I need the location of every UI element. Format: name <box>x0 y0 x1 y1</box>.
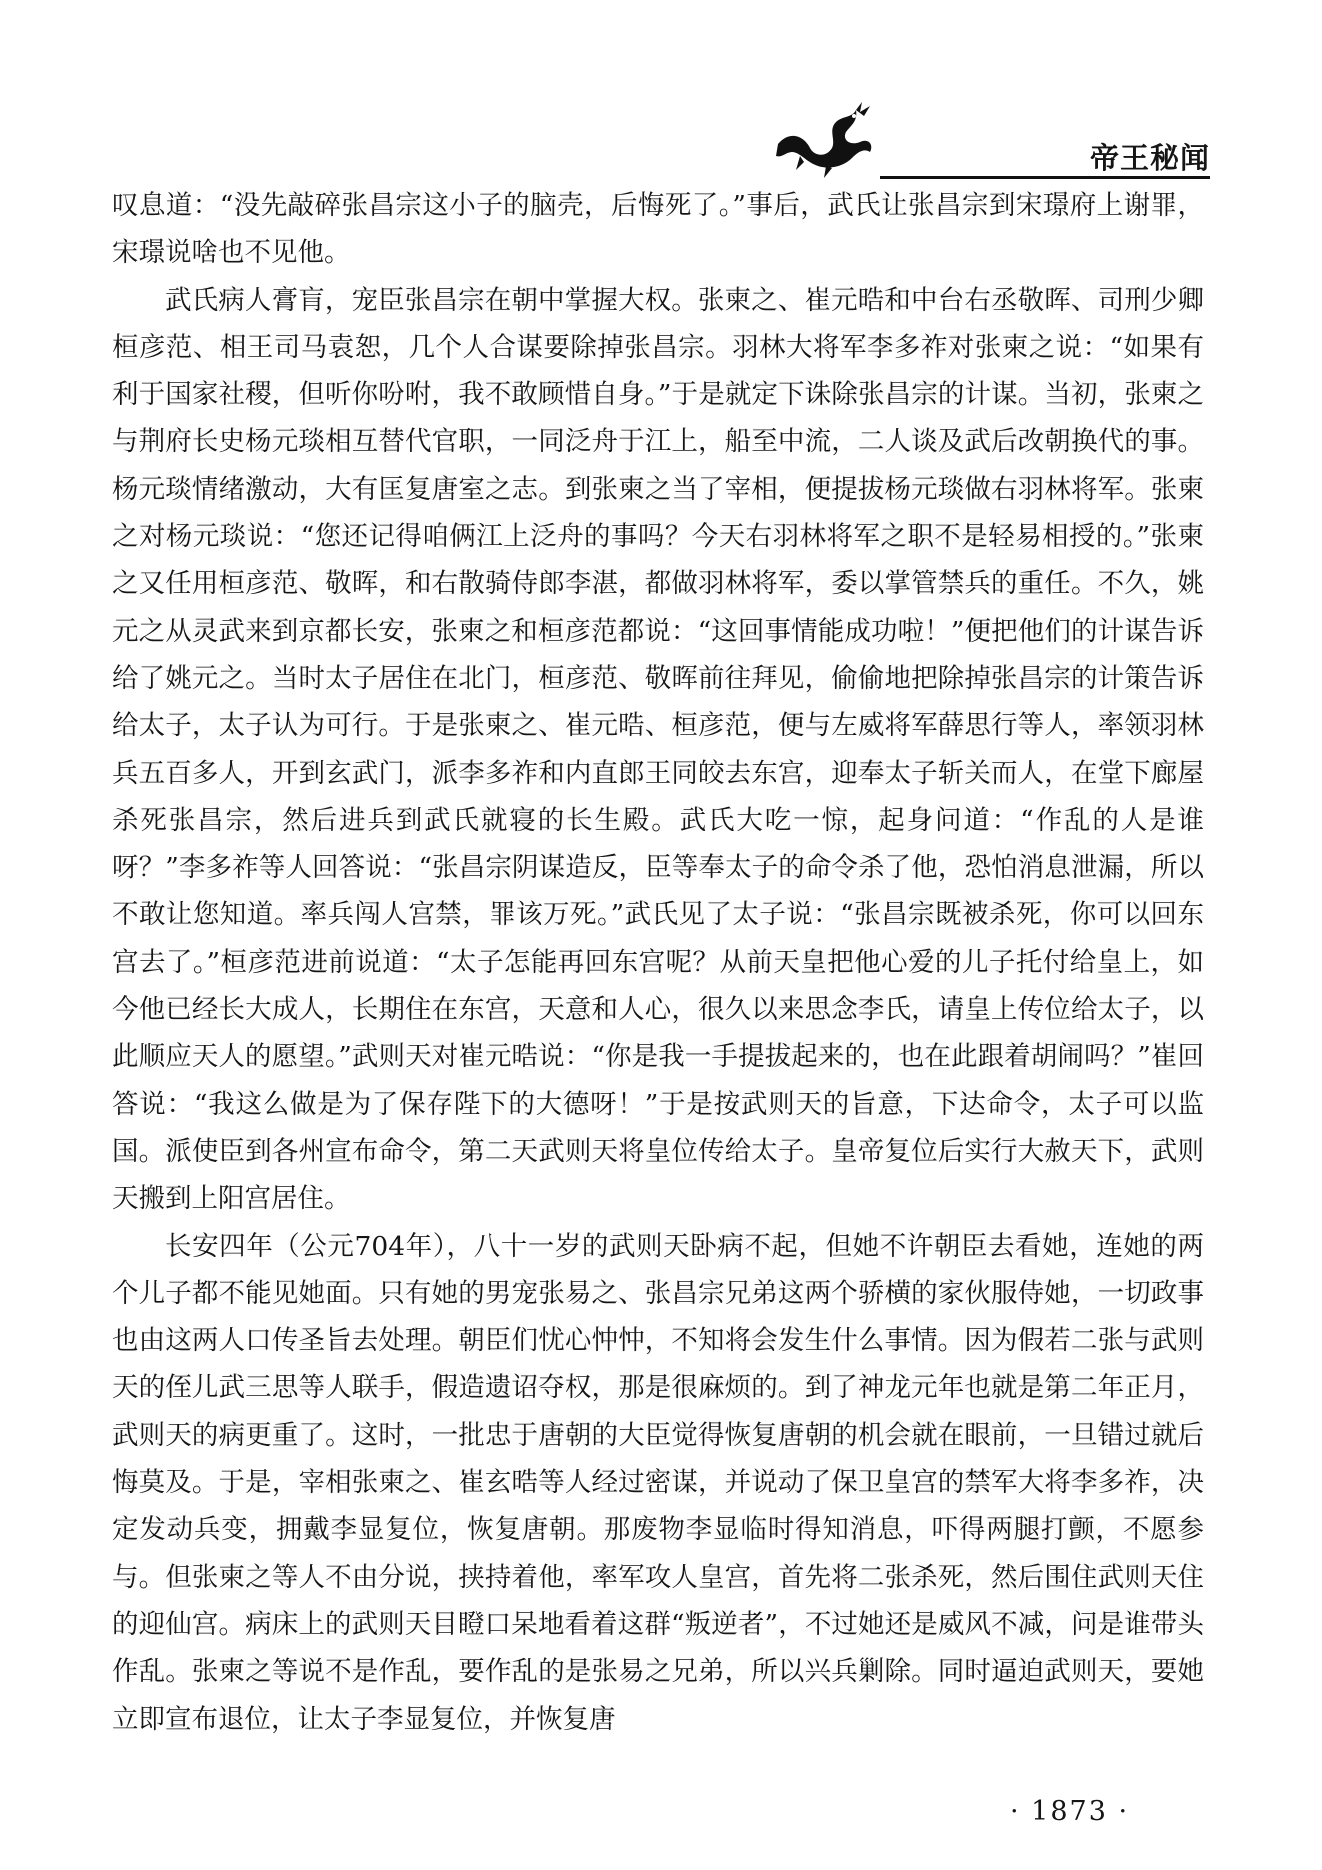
dragon-emblem-icon <box>770 100 880 180</box>
paragraph: 长安四年（公元704年），八十一岁的武则天卧病不起，但她不许朝臣去看她，连她的两个儿子都不能见她面。只有她的男宠张易之、张昌宗兄弟这两个骄横的家伙服侍她，一切政事也由这两人口传圣旨去处理。朝臣们忧心忡忡，不知将会发生什么事情。因为假若二张与武则天的侄儿武三思等人联手，假造遗诏夺权，那是很麻烦的。到了神龙元年也就是第二年正月，武则天的病更重了。这时，一批忠于唐朝的大臣觉得恢复唐朝的机会就在眼前，一旦错过就后悔莫及。于是，宰相张柬之、崔玄晧等人经过密谋，并说动了保卫皇宫的禁军大将李多祚，决定发动兵变，拥戴李显复位，恢复唐朝。那废物李显临时得知消息，吓得两腿打颤，不愿参与。但张柬之等人不由分说，挟持着他，率军攻人皇宫，首先将二张杀死，然后围住武则天住的迎仙宫。病床上的武则天目瞪口呆地看着这群“叛逆者”，不过她还是威风不减，问是谁带头作乱。张柬之等说不是作乱，要作乱的是张易之兄弟，所以兴兵剿除。同时逼迫武则天，要她立即宣布退位，让太子李显复位，并恢复唐 <box>112 1230 1204 1735</box>
page-header <box>0 0 1322 190</box>
paragraph: 武氏病人膏肓，宠臣张昌宗在朝中掌握大权。张柬之、崔元晧和中台右丞敬晖、司刑少卿桓彦范、相王司马袁恕，几个人合谋要除掉张昌宗。羽林大将军李多祚对张柬之说：“如果有利于国家社稷，但听你吩咐，我不敢顾惜自身。”于是就定下诛除张昌宗的计谋。当初，张柬之与荆府长史杨元琰相互替代官职，一同泛舟于江上，船至中流，二人谈及武后改朝换代的事。杨元琰情绪激动，大有匡复唐室之志。到张柬之当了宰相，便提拔杨元琰做右羽林将军。张柬之对杨元琰说：“您还记得咱俩江上泛舟的事吗？今天右羽林将军之职不是轻易相授的。”张柬之又任用桓彦范、敬晖，和右散骑侍郎李湛，都做羽林将军，委以掌管禁兵的重任。不久，姚元之从灵武来到京都长安，张柬之和桓彦范都说：“这回事情能成功啦！”便把他们的计谋告诉给了姚元之。当时太子居住在北门，桓彦范、敬晖前往拜见，偷偷地把除掉张昌宗的计策告诉给太子，太子认为可行。于是张柬之、崔元晧、桓彦范，便与左威将军薛思行等人，率领羽林兵五百多人，开到玄武门，派李多祚和内直郎王同皎去东宫，迎奉太子斩关而人，在堂下廊屋杀死张昌宗，然后进兵到武氏就寝的长生殿。武氏大吃一惊，起身问道：“作乱的人是谁呀？”李多祚等人回答说：“张昌宗阴谋造反，臣等奉太子的命令杀了他，恐怕消息泄漏，所以不敢让您知道。率兵闯人宫禁，罪该万死。”武氏见了太子说：“张昌宗既被杀死，你可以回东宫去了。”桓彦范进前说道：“太子怎能再回东宫呢？从前天皇把他心爱的儿子托付给皇上，如今他已经长大成人，长期住在东宫，天意和人心，很久以来思念李氏，请皇上传位给太子，以此顺应天人的愿望。”武则天对崔元晧说：“你是我一手提拔起来的，也在此跟着胡闹吗？”崔回答说：“我这么做是为了保存陛下的大德呀！”于是按武则天的旨意，下达命令，太子可以监国。派使臣到各州宣布命令，第二天武则天将皇位传给太子。皇帝复位后实行大赦天下，武则天搬到上阳宫居住。 <box>112 284 1204 1215</box>
running-title: 帝王秘闻 <box>1089 141 1210 175</box>
body-text <box>112 182 1204 1743</box>
paragraph-continued: 叹息道：“没先敲碎张昌宗这小子的脑壳，后悔死了。”事后，武氏让张昌宗到宋璟府上谢罪，宋璟说啥也不见他。 <box>112 190 1204 269</box>
page-number: · 1873 · <box>1010 1796 1130 1827</box>
